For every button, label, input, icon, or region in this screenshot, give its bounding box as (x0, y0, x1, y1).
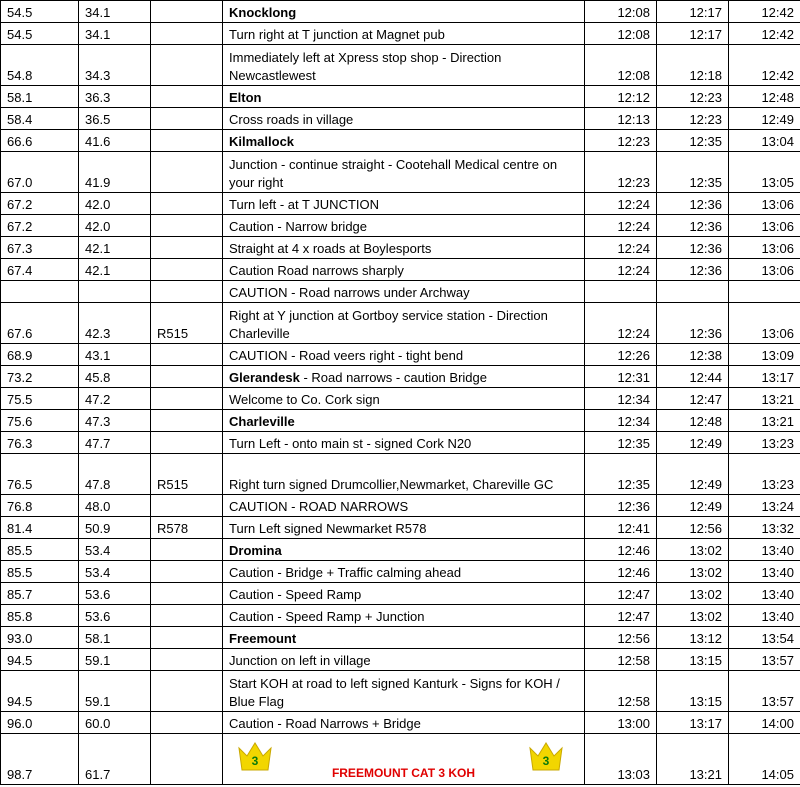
miles-cell: 45.8 (79, 366, 151, 388)
road-cell (151, 583, 223, 605)
time-cell-3: 13:57 (729, 671, 800, 712)
direction-text: Welcome to Co. Cork sign (229, 392, 380, 407)
time-cell-3: 13:21 (729, 388, 800, 410)
table-row (1, 303, 800, 344)
miles-cell: 47.3 (79, 410, 151, 432)
miles-cell: 42.1 (79, 237, 151, 259)
road-cell (151, 1, 223, 23)
time-cell-2: 12:38 (657, 344, 729, 366)
description-cell (223, 495, 585, 517)
direction-text: Caution - Road Narrows + Bridge (229, 716, 421, 731)
road-cell (151, 539, 223, 561)
road-cell (151, 410, 223, 432)
road-cell (151, 627, 223, 649)
description-cell (223, 281, 585, 303)
crown-icon (528, 740, 564, 772)
place-name: Glerandesk (229, 370, 300, 385)
km-cell: 67.4 (1, 259, 79, 281)
time-cell-1: 13:03 (585, 734, 657, 785)
direction-text: CAUTION - ROAD NARROWS (229, 499, 409, 514)
road-cell (151, 152, 223, 193)
description-cell (223, 86, 585, 108)
time-cell-3: 13:17 (729, 366, 800, 388)
time-cell-2: 12:35 (657, 152, 729, 193)
km-cell: 85.5 (1, 561, 79, 583)
km-cell: 85.5 (1, 539, 79, 561)
time-cell-2: 13:21 (657, 734, 729, 785)
time-cell-1: 12:56 (585, 627, 657, 649)
time-cell-3: 12:42 (729, 23, 800, 45)
direction-text: Junction - continue straight - Cootehall Medical centre on your right (229, 157, 558, 190)
time-cell-3: 13:40 (729, 561, 800, 583)
time-cell-2: 12:36 (657, 303, 729, 344)
description-cell (223, 712, 585, 734)
miles-cell: 41.6 (79, 130, 151, 152)
miles-cell: 53.6 (79, 605, 151, 627)
miles-cell: 43.1 (79, 344, 151, 366)
table-row (1, 152, 800, 193)
miles-cell: 48.0 (79, 495, 151, 517)
time-cell-1: 12:36 (585, 495, 657, 517)
table-row (1, 344, 800, 366)
table-row (1, 193, 800, 215)
direction-text: Turn Left signed Newmarket R578 (229, 521, 427, 536)
road-cell (151, 432, 223, 454)
miles-cell: 59.1 (79, 649, 151, 671)
road-cell (151, 495, 223, 517)
place-name: Knocklong (229, 5, 297, 20)
direction-text: Straight at 4 x roads at Boylesports (229, 241, 432, 256)
time-cell-2: 12:17 (657, 23, 729, 45)
km-cell: 54.5 (1, 23, 79, 45)
miles-cell: 47.7 (79, 432, 151, 454)
road-cell (151, 237, 223, 259)
time-cell-3: 13:06 (729, 259, 800, 281)
miles-cell: 47.8 (79, 454, 151, 495)
description-cell (223, 605, 585, 627)
time-cell-3: 13:40 (729, 605, 800, 627)
miles-cell: 53.6 (79, 583, 151, 605)
table-row (1, 454, 800, 495)
description-cell (223, 410, 585, 432)
km-cell (1, 281, 79, 303)
road-cell (151, 366, 223, 388)
time-cell-1: 12:26 (585, 344, 657, 366)
direction-text: Caution - Bridge + Traffic calming ahead (229, 565, 462, 580)
km-cell: 58.4 (1, 108, 79, 130)
km-cell: 58.1 (1, 86, 79, 108)
table-row (1, 517, 800, 539)
table-row (1, 108, 800, 130)
time-cell-2: 13:15 (657, 649, 729, 671)
direction-text: CAUTION - Road veers right - tight bend (229, 348, 464, 363)
time-cell-1: 12:24 (585, 237, 657, 259)
place-name: Kilmallock (229, 134, 295, 149)
description-cell (223, 627, 585, 649)
miles-cell: 58.1 (79, 627, 151, 649)
time-cell-2: 12:36 (657, 237, 729, 259)
time-cell-1: 12:47 (585, 583, 657, 605)
time-cell-1: 12:08 (585, 45, 657, 86)
miles-cell: 34.1 (79, 1, 151, 23)
km-cell: 54.5 (1, 1, 79, 23)
miles-cell: 34.3 (79, 45, 151, 86)
km-cell: 67.6 (1, 303, 79, 344)
description-cell (223, 671, 585, 712)
road-cell (151, 45, 223, 86)
miles-cell (79, 281, 151, 303)
direction-text: Caution - Speed Ramp + Junction (229, 609, 425, 624)
direction-text: Start KOH at road to left signed Kanturk - Signs for KOH / Blue Flag (229, 676, 560, 709)
description-cell (223, 583, 585, 605)
time-cell-2: 13:02 (657, 605, 729, 627)
direction-text: Junction on left in village (229, 653, 371, 668)
time-cell-2: 12:49 (657, 454, 729, 495)
miles-cell: 36.3 (79, 86, 151, 108)
time-cell-2: 13:12 (657, 627, 729, 649)
time-cell-3: 14:05 (729, 734, 800, 785)
road-cell (151, 605, 223, 627)
miles-cell: 59.1 (79, 671, 151, 712)
road-cell (151, 561, 223, 583)
time-cell-3: 13:05 (729, 152, 800, 193)
time-cell-1: 12:46 (585, 561, 657, 583)
table-row (1, 539, 800, 561)
table-row (1, 130, 800, 152)
direction-text: Caution Road narrows sharply (229, 263, 404, 278)
direction-text: Cross roads in village (229, 112, 354, 127)
time-cell-1: 12:08 (585, 1, 657, 23)
direction-text: - Road narrows - caution Bridge (299, 370, 487, 385)
miles-cell: 42.0 (79, 215, 151, 237)
road-cell (151, 193, 223, 215)
description-cell (223, 193, 585, 215)
km-cell: 67.3 (1, 237, 79, 259)
time-cell-1: 12:24 (585, 215, 657, 237)
time-cell-3: 13:21 (729, 410, 800, 432)
table-row (1, 627, 800, 649)
table-row (1, 388, 800, 410)
time-cell-1: 12:24 (585, 193, 657, 215)
km-cell: 96.0 (1, 712, 79, 734)
time-cell-1: 12:23 (585, 130, 657, 152)
description-cell (223, 237, 585, 259)
time-cell-1: 12:46 (585, 539, 657, 561)
direction-text: Caution - Narrow bridge (229, 219, 368, 234)
description-cell (223, 388, 585, 410)
time-cell-2: 12:48 (657, 410, 729, 432)
place-name: Charleville (229, 414, 295, 429)
direction-text: Turn right at T junction at Magnet pub (229, 27, 445, 42)
time-cell-2: 12:36 (657, 193, 729, 215)
km-cell: 66.6 (1, 130, 79, 152)
time-cell-2: 12:17 (657, 1, 729, 23)
time-cell-2: 13:15 (657, 671, 729, 712)
time-cell-1: 12:24 (585, 303, 657, 344)
km-cell: 81.4 (1, 517, 79, 539)
place-name: Dromina (229, 543, 282, 558)
description-cell (223, 152, 585, 193)
description-cell (223, 432, 585, 454)
description-cell (223, 649, 585, 671)
time-cell-1: 12:41 (585, 517, 657, 539)
time-cell-1: 12:34 (585, 410, 657, 432)
km-cell: 85.7 (1, 583, 79, 605)
miles-cell: 34.1 (79, 23, 151, 45)
crown-number: 3 (251, 754, 259, 768)
crown-number: 3 (542, 754, 550, 768)
description-cell (223, 130, 585, 152)
road-cell (151, 23, 223, 45)
km-cell: 85.8 (1, 605, 79, 627)
description-cell (223, 215, 585, 237)
miles-cell: 53.4 (79, 539, 151, 561)
time-cell-1: 12:58 (585, 649, 657, 671)
table-row (1, 366, 800, 388)
time-cell-3: 13:06 (729, 303, 800, 344)
road-cell: R515 (151, 454, 223, 495)
table-row (1, 495, 800, 517)
km-cell: 76.5 (1, 454, 79, 495)
description-cell (223, 45, 585, 86)
miles-cell: 42.0 (79, 193, 151, 215)
time-cell-3: 13:32 (729, 517, 800, 539)
description-cell (223, 539, 585, 561)
table-row (1, 649, 800, 671)
road-cell: R578 (151, 517, 223, 539)
place-name: Elton (229, 90, 262, 105)
road-cell (151, 712, 223, 734)
description-cell (223, 108, 585, 130)
km-cell: 67.2 (1, 193, 79, 215)
table-row (1, 410, 800, 432)
table-row (1, 86, 800, 108)
time-cell-3: 12:42 (729, 45, 800, 86)
road-cell: R515 (151, 303, 223, 344)
road-cell (151, 734, 223, 785)
description-cell (223, 517, 585, 539)
description-cell (223, 366, 585, 388)
time-cell-1: 12:34 (585, 388, 657, 410)
time-cell-3: 13:54 (729, 627, 800, 649)
time-cell-1: 12:12 (585, 86, 657, 108)
time-cell-3: 12:49 (729, 108, 800, 130)
miles-cell: 36.5 (79, 108, 151, 130)
table-row (1, 605, 800, 627)
direction-text: CAUTION - Road narrows under Archway (229, 285, 470, 300)
table-row (1, 259, 800, 281)
koh-description-cell (223, 734, 585, 785)
time-cell-3: 13:09 (729, 344, 800, 366)
table-row (1, 281, 800, 303)
table-row (1, 215, 800, 237)
miles-cell: 61.7 (79, 734, 151, 785)
time-cell-1: 12:08 (585, 23, 657, 45)
miles-cell: 42.1 (79, 259, 151, 281)
miles-cell: 60.0 (79, 712, 151, 734)
time-cell-3: 14:00 (729, 712, 800, 734)
time-cell-2: 13:17 (657, 712, 729, 734)
time-cell-3: 13:04 (729, 130, 800, 152)
table-row (1, 671, 800, 712)
table-row (1, 23, 800, 45)
time-cell-1 (585, 281, 657, 303)
time-cell-1: 12:35 (585, 432, 657, 454)
time-cell-2: 13:02 (657, 539, 729, 561)
direction-text: Turn left - at T JUNCTION (229, 197, 380, 212)
time-cell-1: 12:23 (585, 152, 657, 193)
table-row (1, 712, 800, 734)
miles-cell: 41.9 (79, 152, 151, 193)
time-cell-2: 12:35 (657, 130, 729, 152)
km-cell: 54.8 (1, 45, 79, 86)
km-cell: 67.2 (1, 215, 79, 237)
time-cell-3: 12:42 (729, 1, 800, 23)
time-cell-3: 12:48 (729, 86, 800, 108)
miles-cell: 42.3 (79, 303, 151, 344)
time-cell-2: 12:23 (657, 108, 729, 130)
miles-cell: 47.2 (79, 388, 151, 410)
km-cell: 94.5 (1, 671, 79, 712)
time-cell-1: 12:35 (585, 454, 657, 495)
description-cell (223, 23, 585, 45)
time-cell-2: 12:47 (657, 388, 729, 410)
time-cell-1: 12:58 (585, 671, 657, 712)
time-cell-3: 13:24 (729, 495, 800, 517)
km-cell: 73.2 (1, 366, 79, 388)
time-cell-3: 13:57 (729, 649, 800, 671)
direction-text: Caution - Speed Ramp (229, 587, 362, 602)
time-cell-2: 12:49 (657, 495, 729, 517)
time-cell-2: 12:36 (657, 259, 729, 281)
time-cell-3: 13:06 (729, 237, 800, 259)
direction-text: Immediately left at Xpress stop shop - Direction Newcastlewest (229, 50, 502, 83)
time-cell-2: 12:44 (657, 366, 729, 388)
table-row (1, 432, 800, 454)
table-row (1, 561, 800, 583)
road-cell (151, 344, 223, 366)
km-cell: 98.7 (1, 734, 79, 785)
table-row (1, 237, 800, 259)
time-cell-2: 12:56 (657, 517, 729, 539)
time-cell-2: 13:02 (657, 583, 729, 605)
time-cell-1: 12:47 (585, 605, 657, 627)
table-row (1, 583, 800, 605)
km-cell: 94.5 (1, 649, 79, 671)
time-cell-1: 12:13 (585, 108, 657, 130)
road-cell (151, 281, 223, 303)
time-cell-3: 13:06 (729, 193, 800, 215)
description-cell (223, 259, 585, 281)
direction-text: Right at Y junction at Gortboy service station - Direction Charleville (229, 308, 548, 341)
km-cell: 75.6 (1, 410, 79, 432)
description-cell (223, 561, 585, 583)
direction-text: Right turn signed Drumcollier,Newmarket, Chareville GC (229, 477, 554, 492)
time-cell-2: 12:36 (657, 215, 729, 237)
km-cell: 67.0 (1, 152, 79, 193)
time-cell-3: 13:23 (729, 454, 800, 495)
km-cell: 76.8 (1, 495, 79, 517)
road-cell (151, 86, 223, 108)
table-row (1, 1, 800, 23)
road-cell (151, 649, 223, 671)
place-name: Freemount (229, 631, 297, 646)
time-cell-1: 13:00 (585, 712, 657, 734)
koh-label: FREEMOUNT CAT 3 KOH (331, 766, 476, 780)
time-cell-3: 13:06 (729, 215, 800, 237)
time-cell-2: 12:49 (657, 432, 729, 454)
time-cell-1: 12:31 (585, 366, 657, 388)
koh-row (1, 734, 800, 785)
description-cell (223, 344, 585, 366)
km-cell: 75.5 (1, 388, 79, 410)
time-cell-3: 13:23 (729, 432, 800, 454)
direction-text: Turn Left - onto main st - signed Cork N20 (229, 436, 472, 451)
time-cell-2: 13:02 (657, 561, 729, 583)
road-cell (151, 388, 223, 410)
time-cell-1: 12:24 (585, 259, 657, 281)
time-cell-2: 12:23 (657, 86, 729, 108)
road-cell (151, 108, 223, 130)
road-cell (151, 671, 223, 712)
miles-cell: 53.4 (79, 561, 151, 583)
road-cell (151, 130, 223, 152)
description-cell (223, 1, 585, 23)
time-cell-2 (657, 281, 729, 303)
road-cell (151, 215, 223, 237)
km-cell: 68.9 (1, 344, 79, 366)
description-cell (223, 303, 585, 344)
time-cell-3: 13:40 (729, 539, 800, 561)
time-cell-3: 13:40 (729, 583, 800, 605)
miles-cell: 50.9 (79, 517, 151, 539)
time-cell-3 (729, 281, 800, 303)
description-cell (223, 454, 585, 495)
road-cell (151, 259, 223, 281)
time-cell-2: 12:18 (657, 45, 729, 86)
table-row (1, 45, 800, 86)
km-cell: 93.0 (1, 627, 79, 649)
km-cell: 76.3 (1, 432, 79, 454)
